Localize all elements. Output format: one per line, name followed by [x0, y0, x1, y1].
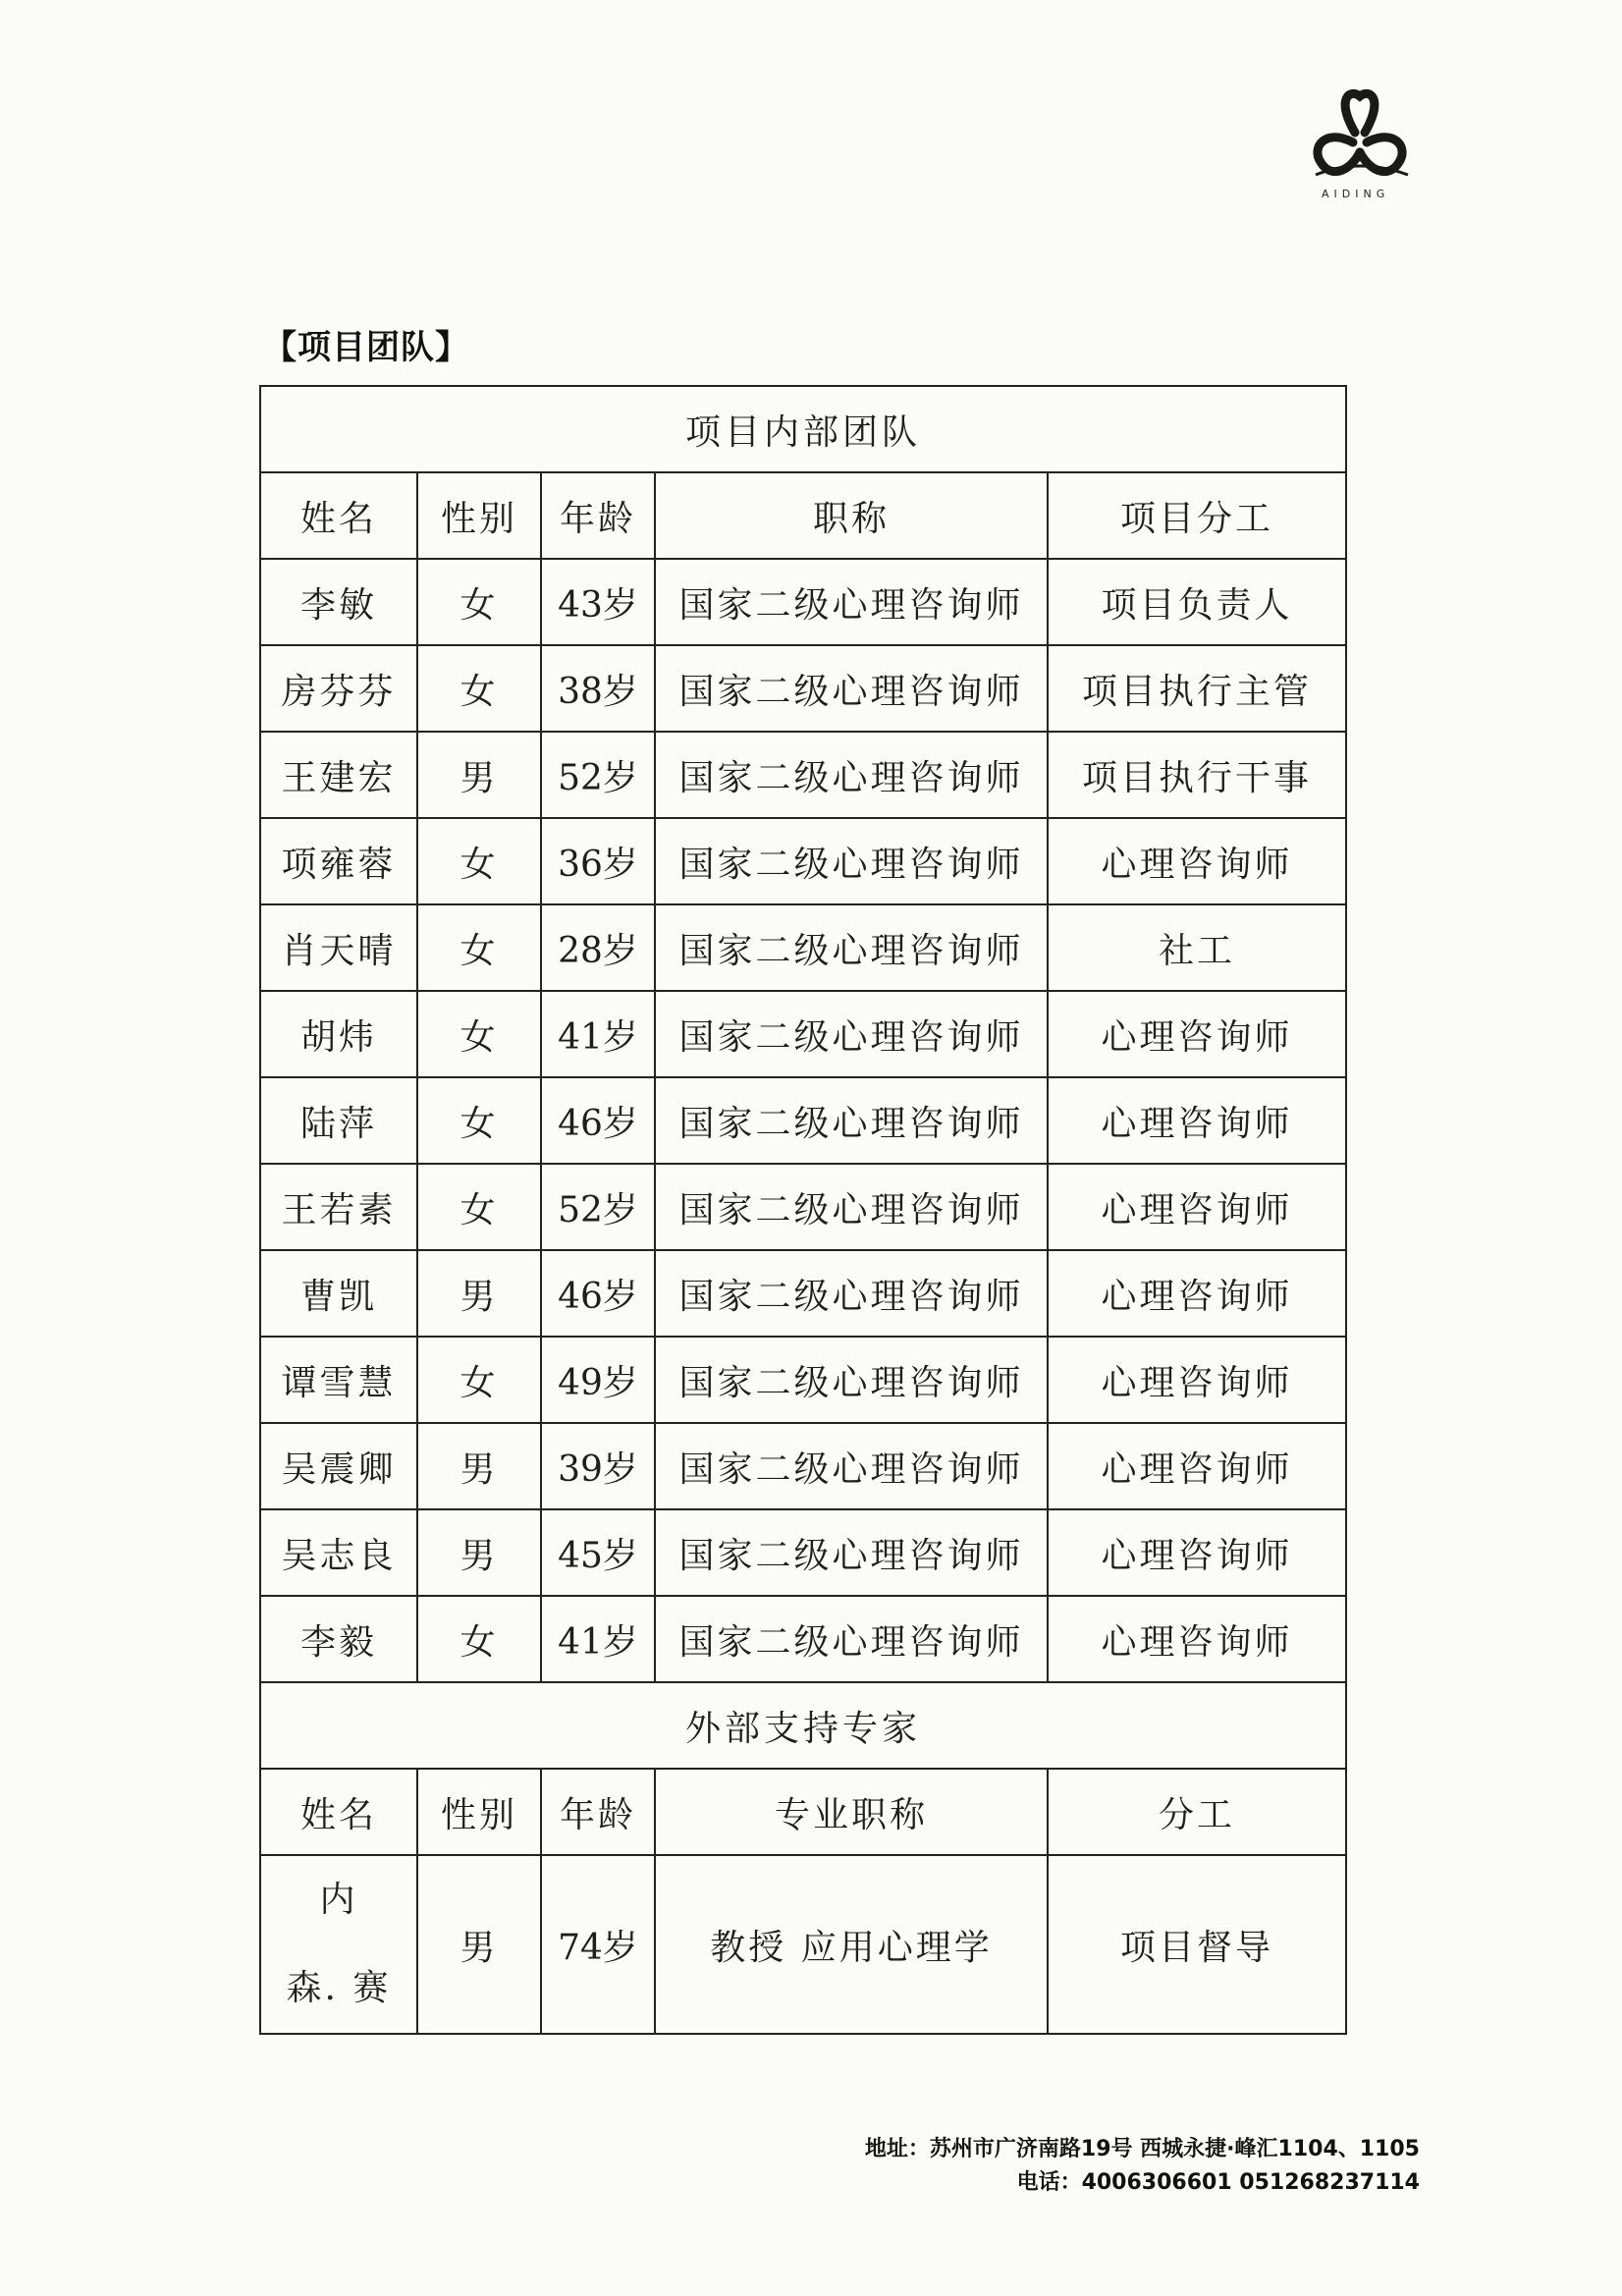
member-name: 吴震卿	[260, 1423, 417, 1509]
member-name: 房芬芬	[260, 645, 417, 732]
table-row	[260, 1423, 1346, 1509]
member-name: 胡炜	[260, 991, 417, 1077]
company-logo	[1306, 88, 1433, 206]
member-age: 45岁	[541, 1509, 655, 1596]
team-table	[259, 385, 1347, 2035]
member-name: 陆萍	[260, 1077, 417, 1164]
member-title: 国家二级心理咨询师	[655, 1337, 1048, 1423]
member-name: 王建宏	[260, 732, 417, 818]
external-header-title: 专业职称	[655, 1769, 1048, 1855]
table-row	[260, 732, 1346, 818]
member-name: 李敏	[260, 559, 417, 645]
member-role: 心理咨询师	[1048, 1164, 1346, 1250]
member-gender: 女	[417, 1164, 541, 1250]
member-title: 国家二级心理咨询师	[655, 991, 1048, 1077]
member-name: 吴志良	[260, 1509, 417, 1596]
table-row	[260, 818, 1346, 904]
member-gender: 男	[417, 732, 541, 818]
external-header-row	[260, 1769, 1346, 1855]
table-row	[260, 904, 1346, 991]
member-gender: 男	[417, 1509, 541, 1596]
member-role: 心理咨询师	[1048, 1423, 1346, 1509]
header-title: 职称	[655, 472, 1048, 559]
member-age: 38岁	[541, 645, 655, 732]
member-gender: 女	[417, 645, 541, 732]
footer	[865, 2133, 1420, 2200]
member-gender: 女	[417, 1596, 541, 1682]
member-role: 心理咨询师	[1048, 1077, 1346, 1164]
external-team-title: 外部支持专家	[260, 1682, 1346, 1769]
external-name-line1: 内	[319, 1880, 358, 1920]
member-role: 心理咨询师	[1048, 991, 1346, 1077]
external-header-age: 年龄	[541, 1769, 655, 1855]
header-age: 年龄	[541, 472, 655, 559]
footer-phone: 电话：4006306601 051268237114	[1016, 2170, 1420, 2195]
header-role: 项目分工	[1048, 472, 1346, 559]
table-row	[260, 559, 1346, 645]
member-role: 项目执行干事	[1048, 732, 1346, 818]
footer-address: 地址：苏州市广济南路19号 西城永捷·峰汇1104、1105	[864, 2137, 1420, 2161]
table-row	[260, 1164, 1346, 1250]
header-gender: 性别	[417, 472, 541, 559]
trefoil-logo-icon	[1306, 88, 1414, 187]
member-age: 43岁	[541, 559, 655, 645]
member-role: 心理咨询师	[1048, 1509, 1346, 1596]
internal-team-title-row	[260, 386, 1346, 472]
member-name: 肖天晴	[260, 904, 417, 991]
member-gender: 男	[417, 1423, 541, 1509]
member-gender: 女	[417, 1337, 541, 1423]
team-table-body	[260, 386, 1346, 2034]
external-name-cell	[260, 1855, 417, 2034]
internal-team-title: 项目内部团队	[260, 386, 1346, 472]
member-role: 心理咨询师	[1048, 1337, 1346, 1423]
member-age: 41岁	[541, 991, 655, 1077]
table-row	[260, 1250, 1346, 1337]
member-title: 国家二级心理咨询师	[655, 1077, 1048, 1164]
internal-header-row	[260, 472, 1346, 559]
member-age: 46岁	[541, 1077, 655, 1164]
external-header-name: 姓名	[260, 1769, 417, 1855]
member-title: 国家二级心理咨询师	[655, 1423, 1048, 1509]
member-gender: 女	[417, 1077, 541, 1164]
member-age: 52岁	[541, 732, 655, 818]
external-header-gender: 性别	[417, 1769, 541, 1855]
member-title: 国家二级心理咨询师	[655, 1509, 1048, 1596]
member-title: 国家二级心理咨询师	[655, 645, 1048, 732]
member-gender: 女	[417, 991, 541, 1077]
member-age: 52岁	[541, 1164, 655, 1250]
member-role: 心理咨询师	[1048, 1596, 1346, 1682]
member-role: 项目执行主管	[1048, 645, 1346, 732]
external-age: 74岁	[541, 1855, 655, 2034]
member-age: 28岁	[541, 904, 655, 991]
member-name: 项雍蓉	[260, 818, 417, 904]
logo-wordmark: AIDING	[1322, 188, 1390, 200]
member-name: 谭雪慧	[260, 1337, 417, 1423]
member-name: 王若素	[260, 1164, 417, 1250]
member-age: 39岁	[541, 1423, 655, 1509]
member-title: 国家二级心理咨询师	[655, 904, 1048, 991]
member-title: 国家二级心理咨询师	[655, 732, 1048, 818]
member-title: 国家二级心理咨询师	[655, 818, 1048, 904]
table-row	[260, 1509, 1346, 1596]
member-title: 国家二级心理咨询师	[655, 1164, 1048, 1250]
member-gender: 女	[417, 559, 541, 645]
member-role: 心理咨询师	[1048, 1250, 1346, 1337]
external-role: 项目督导	[1048, 1855, 1346, 2034]
member-name: 李毅	[260, 1596, 417, 1682]
member-age: 36岁	[541, 818, 655, 904]
member-role: 社工	[1048, 904, 1346, 991]
external-gender: 男	[417, 1855, 541, 2034]
table-row	[260, 991, 1346, 1077]
table-row	[260, 1337, 1346, 1423]
member-role: 项目负责人	[1048, 559, 1346, 645]
member-age: 49岁	[541, 1337, 655, 1423]
member-name: 曹凯	[260, 1250, 417, 1337]
external-header-role: 分工	[1048, 1769, 1346, 1855]
member-title: 国家二级心理咨询师	[655, 1250, 1048, 1337]
member-age: 41岁	[541, 1596, 655, 1682]
section-title: 【项目团队】	[263, 328, 469, 367]
member-gender: 男	[417, 1250, 541, 1337]
member-gender: 女	[417, 818, 541, 904]
external-name	[287, 1856, 392, 2033]
external-team-title-row	[260, 1682, 1346, 1769]
external-title: 教授 应用心理学	[655, 1855, 1048, 2034]
member-gender: 女	[417, 904, 541, 991]
member-age: 46岁	[541, 1250, 655, 1337]
member-title: 国家二级心理咨询师	[655, 1596, 1048, 1682]
table-row	[260, 1077, 1346, 1164]
external-row	[260, 1855, 1346, 2034]
table-row	[260, 1596, 1346, 1682]
table-row	[260, 645, 1346, 732]
member-role: 心理咨询师	[1048, 818, 1346, 904]
member-title: 国家二级心理咨询师	[655, 559, 1048, 645]
external-name-line2: 森. 赛	[286, 1968, 392, 2008]
header-name: 姓名	[260, 472, 417, 559]
